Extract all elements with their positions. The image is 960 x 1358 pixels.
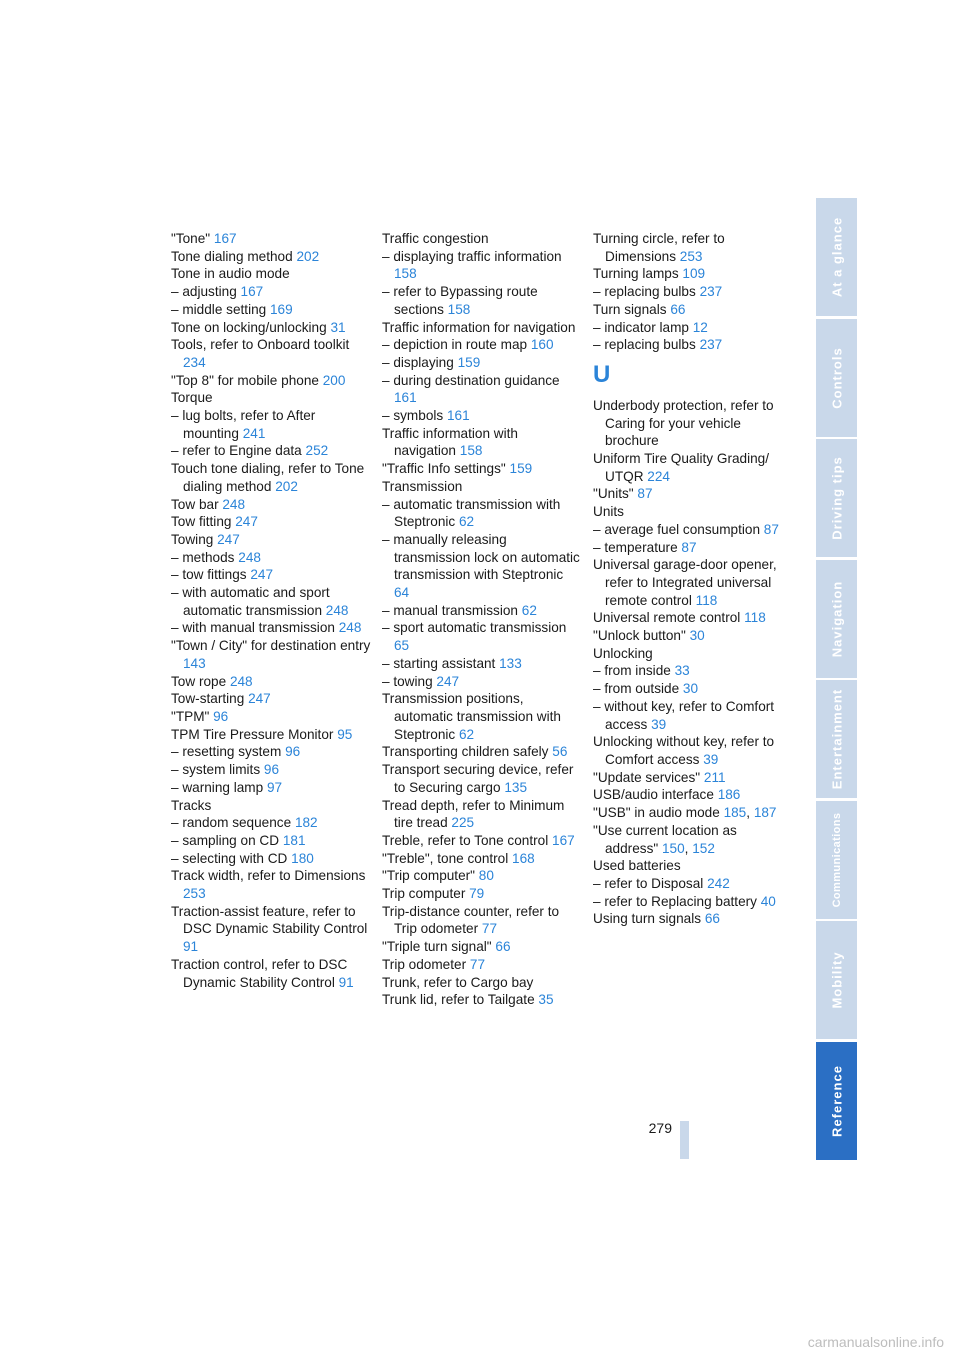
index-entry: [382, 531, 582, 602]
page-reference-link[interactable]: 135: [504, 779, 528, 795]
index-entry-text: Turning circle, refer to Dimensions: [593, 231, 725, 264]
index-entry: [171, 336, 371, 371]
index-entry-text: – refer to Bypassing route sections: [382, 284, 538, 317]
page-reference-link[interactable]: 39: [651, 716, 667, 732]
page-reference-link[interactable]: 77: [469, 956, 486, 972]
index-entry: [171, 248, 371, 266]
page-reference-link[interactable]: 169: [270, 301, 293, 317]
page-reference-link[interactable]: 248: [229, 673, 253, 689]
tab-label: Navigation: [829, 580, 844, 658]
page-reference-link[interactable]: 202: [275, 478, 298, 494]
page-reference-link[interactable]: 158: [394, 266, 417, 282]
index-entry: [171, 230, 371, 248]
index-entry: [382, 655, 582, 673]
index-entry: [171, 389, 371, 407]
index-entry: [593, 230, 793, 265]
tab-label: Communications: [830, 812, 843, 908]
index-entry: [382, 991, 582, 1009]
index-entry: [593, 804, 793, 822]
page-reference-link[interactable]: 247: [436, 673, 460, 689]
index-entry-text: – automatic transmission with Steptronic: [382, 496, 561, 530]
index-column-3: [593, 230, 793, 928]
index-entry-text: Torque: [171, 390, 213, 406]
page-reference-link[interactable]: 224: [647, 468, 670, 484]
index-entry-text: – lug bolts, refer to After mounting: [171, 408, 316, 441]
page-reference-link[interactable]: 77: [481, 921, 498, 937]
index-column-1: [171, 230, 371, 991]
page-reference-link[interactable]: 161: [394, 390, 417, 406]
section-tabs: [816, 198, 857, 1160]
page-reference-link[interactable]: 152: [692, 840, 715, 856]
index-entry-text: Towing: [171, 531, 218, 547]
index-entry: [593, 319, 793, 337]
page-reference-link[interactable]: 247: [235, 514, 258, 530]
page-reference-link[interactable]: 200: [322, 372, 346, 388]
index-entry: [593, 680, 793, 698]
index-entry-text: USB/audio interface: [593, 787, 718, 803]
index-entry: [171, 442, 371, 460]
index-entry: [382, 974, 582, 992]
page-reference-link[interactable]: 237: [699, 337, 723, 353]
page-reference-link[interactable]: 33: [674, 663, 690, 679]
index-entry: [593, 283, 793, 301]
index-entry-text: Transmission: [382, 478, 463, 494]
page-reference-link[interactable]: 118: [744, 610, 766, 626]
page-reference-link[interactable]: 167: [552, 832, 575, 848]
index-entry: [382, 248, 582, 283]
page-reference-link[interactable]: 248: [338, 620, 362, 636]
index-entry-text: Traction control, refer to DSC Dynamic Stability Control: [171, 956, 348, 990]
page-reference-link[interactable]: 253: [679, 248, 703, 264]
page-reference-link[interactable]: 56: [552, 744, 568, 760]
index-entry-text: "Triple turn signal": [382, 939, 496, 955]
index-entry-text: Used batteries: [593, 858, 681, 874]
index-entry: [382, 673, 582, 691]
index-entry: [171, 903, 371, 956]
index-entry-text: Tow rope: [171, 673, 230, 689]
index-entry-text: Traffic congestion: [382, 231, 489, 246]
index-entry-text: – selecting with CD: [171, 850, 292, 866]
index-entry: [382, 283, 582, 318]
index-entry: [593, 450, 793, 485]
page-reference-link[interactable]: 30: [682, 681, 699, 697]
index-entry: [171, 867, 371, 902]
tab-label: Entertainment: [829, 688, 844, 790]
page-reference-link[interactable]: 247: [250, 567, 274, 583]
index-entry-text: – from outside: [593, 681, 683, 697]
page-reference-link[interactable]: 66: [670, 301, 686, 317]
index-entry: [593, 539, 793, 557]
page-separator: ,: [684, 840, 693, 856]
index-entry-text: – temperature: [593, 539, 682, 555]
index-entry-text: – warning lamp: [171, 779, 267, 795]
index-entry: [382, 619, 582, 654]
index-entry: [171, 832, 371, 850]
tab-label: Reference: [829, 1065, 844, 1137]
index-entry-text: Units: [593, 504, 624, 520]
page-reference-link[interactable]: 96: [213, 708, 229, 724]
index-entry-text: Universal garage-door opener, refer to Integrated universal remote control: [593, 557, 777, 608]
tab-driving-tips[interactable]: [816, 439, 857, 557]
index-entry-text: Trunk lid, refer to Tailgate: [382, 992, 539, 1008]
page-reference-link[interactable]: 97: [266, 779, 283, 795]
index-entry-text: – displaying: [382, 354, 458, 370]
index-entry: [593, 910, 793, 928]
page-reference-link[interactable]: 66: [704, 911, 720, 927]
index-entry: [593, 857, 793, 875]
index-entry: [593, 733, 793, 768]
index-entry-text: "Tone": [171, 231, 214, 246]
page-reference-link[interactable]: 161: [446, 408, 470, 424]
index-entry-text: Tools, refer to Onboard toolkit: [171, 337, 350, 353]
page-reference-link[interactable]: 182: [294, 815, 318, 831]
page-reference-link[interactable]: 253: [183, 886, 206, 902]
index-entry-text: "Trip computer": [382, 868, 479, 884]
index-entry: [171, 956, 371, 991]
index-entry: [593, 336, 793, 354]
index-entry-text: Traffic information for navigation: [382, 319, 576, 335]
index-entry: [171, 319, 371, 337]
index-entry: [171, 761, 371, 779]
index-entry-text: Tow fitting: [171, 514, 236, 530]
tab-navigation[interactable]: [816, 560, 857, 678]
index-entry: [382, 832, 582, 850]
index-entry: [593, 397, 793, 450]
page-reference-link[interactable]: 91: [183, 939, 199, 955]
index-entry: [382, 372, 582, 407]
page-reference-link[interactable]: 96: [263, 762, 280, 778]
index-entry: [382, 903, 582, 938]
index-entry: [382, 938, 582, 956]
index-entry-text: "Traffic Info settings": [382, 461, 510, 477]
index-entry-text: Tow bar: [171, 496, 223, 512]
index-entry-text: – depiction in route map: [382, 337, 531, 353]
index-entry-text: – adjusting: [171, 284, 241, 300]
page-reference-link[interactable]: 237: [699, 284, 723, 300]
page-reference-link[interactable]: 109: [682, 266, 706, 282]
index-entry: [171, 460, 371, 495]
page-reference-link[interactable]: 62: [458, 514, 475, 530]
index-entry: [593, 822, 793, 857]
tab-label: At a glance: [829, 216, 844, 298]
index-entry-text: Underbody protection, refer to Caring for your vehicle brochure: [593, 397, 774, 449]
index-entry-text: Transporting children safely: [382, 744, 553, 760]
index-entry: [382, 867, 582, 885]
page-reference-link[interactable]: 62: [458, 726, 475, 742]
index-entry: [382, 743, 582, 761]
page-reference-link[interactable]: 80: [478, 868, 494, 884]
index-entry: [382, 797, 582, 832]
index-entry-text: – displaying traffic information: [382, 248, 562, 264]
index-entry-text: "Update services": [593, 769, 704, 785]
index-entry: [593, 609, 793, 627]
index-entry-text: "Units": [593, 486, 638, 502]
index-entry-text: Traffic information with navigation: [382, 425, 518, 459]
index-entry-text: Using turn signals: [593, 911, 705, 927]
page-reference-link[interactable]: 31: [330, 319, 346, 335]
page-reference-link[interactable]: 241: [242, 425, 266, 441]
index-entry: [382, 354, 582, 372]
page-reference-link[interactable]: 79: [469, 886, 485, 902]
index-entry: [593, 301, 793, 319]
index-entry: [171, 549, 371, 567]
page-reference-link[interactable]: 247: [248, 691, 271, 707]
index-entry: [382, 761, 582, 796]
page-reference-link[interactable]: 160: [530, 337, 554, 353]
page-reference-link[interactable]: 133: [499, 655, 522, 671]
page-reference-link[interactable]: 39: [703, 751, 719, 767]
index-entry: [171, 690, 371, 708]
index-entry-text: Touch tone dialing, refer to Tone dialing method: [171, 461, 365, 494]
index-entry-text: "Top 8" for mobile phone: [171, 372, 323, 388]
index-entry-text: – with manual transmission: [171, 620, 339, 636]
index-entry-text: – sport automatic transmission: [382, 620, 567, 636]
index-entry: [382, 230, 582, 248]
index-entry-text: Track width, refer to Dimensions: [171, 868, 366, 884]
page-reference-link[interactable]: 180: [291, 850, 314, 866]
index-entry-text: – average fuel consumption: [593, 521, 764, 537]
index-entry: [382, 425, 582, 460]
index-entry-text: Turn signals: [593, 301, 671, 317]
tab-label: Driving tips: [829, 456, 844, 540]
index-column-2: [382, 230, 582, 1009]
index-entry-text: – during destination guidance: [382, 372, 560, 388]
page-reference-link[interactable]: 95: [337, 726, 353, 742]
index-entry-text: Transmission positions, automatic transmission with Steptronic: [382, 691, 561, 742]
page-reference-link[interactable]: 143: [183, 655, 206, 671]
index-entry: [171, 407, 371, 442]
index-entry: [593, 627, 793, 645]
index-entry: [382, 460, 582, 478]
index-entry: [382, 407, 582, 425]
page-reference-link[interactable]: 118: [695, 592, 718, 608]
page-reference-link[interactable]: 248: [325, 602, 349, 618]
index-entry-text: Universal remote control: [593, 610, 745, 626]
index-entry: [593, 556, 793, 609]
index-entry-text: Traction-assist feature, refer to DSC Dynamic Stability Control: [171, 903, 368, 937]
page-reference-link[interactable]: 248: [238, 549, 261, 565]
index-entry-text: – resetting system: [171, 744, 286, 760]
tab-communications[interactable]: [816, 801, 857, 919]
page-reference-link[interactable]: 35: [538, 992, 554, 1008]
page-number: 279: [648, 1120, 672, 1136]
index-entry: [593, 893, 793, 911]
index-entry: [171, 566, 371, 584]
index-entry: [171, 850, 371, 868]
page-reference-link[interactable]: 91: [338, 974, 354, 990]
page-reference-link[interactable]: 159: [457, 354, 481, 370]
index-letter-heading: U: [593, 360, 611, 388]
page-reference-link[interactable]: 30: [689, 628, 705, 644]
index-entry-text: – towing: [382, 673, 437, 689]
tab-mobility[interactable]: [816, 921, 857, 1039]
index-entry-text: – middle setting: [171, 301, 270, 317]
page-reference-link[interactable]: 167: [240, 284, 264, 300]
index-entry: [171, 301, 371, 319]
index-entry-text: – system limits: [171, 762, 264, 778]
index-entry-text: "USB" in audio mode: [593, 805, 724, 821]
page-reference-link[interactable]: 159: [509, 461, 533, 477]
page-reference-link[interactable]: 186: [717, 787, 741, 803]
watermark: carmanualsonline.info: [807, 1334, 944, 1350]
index-entry-text: Trip-distance counter, refer to Trip odometer: [382, 903, 560, 937]
page-reference-link[interactable]: 158: [459, 443, 483, 459]
page-reference-link[interactable]: 234: [183, 354, 206, 370]
index-entry-text: Tone in audio mode: [171, 266, 290, 282]
page-reference-link[interactable]: 187: [753, 805, 777, 821]
index-entry: [171, 637, 371, 672]
index-entry-text: – indicator lamp: [593, 319, 693, 335]
index-entry: [171, 372, 371, 390]
index-entry-text: Tone on locking/unlocking: [171, 319, 331, 335]
index-entry-text: Trip odometer: [382, 956, 470, 972]
index-entry-text: – tow fittings: [171, 567, 251, 583]
tab-controls[interactable]: [816, 319, 857, 437]
index-entry: [593, 662, 793, 680]
index-entry-text: – replacing bulbs: [593, 284, 700, 300]
index-entry-text: – with automatic and sport automatic transmission: [171, 585, 330, 618]
page-reference-link[interactable]: 12: [692, 319, 708, 335]
page-reference-link[interactable]: 242: [707, 875, 730, 891]
tab-label: Mobility: [829, 951, 844, 1009]
index-entry: [171, 513, 371, 531]
index-entry: [593, 875, 793, 893]
index-entry: [593, 503, 793, 521]
index-entry: [171, 531, 371, 549]
index-entry-text: Tone dialing method: [171, 248, 297, 264]
index-entry: [382, 956, 582, 974]
page-reference-link[interactable]: 202: [296, 248, 320, 264]
tab-label: Controls: [829, 347, 844, 409]
index-entry: [382, 496, 582, 531]
page-reference-link[interactable]: 62: [521, 602, 537, 618]
index-entry-text: – refer to Replacing battery: [593, 893, 761, 909]
page-reference-link[interactable]: 248: [222, 496, 246, 512]
page-reference-link[interactable]: 65: [394, 638, 410, 654]
page-reference-link[interactable]: 40: [760, 893, 776, 909]
index-entry: [593, 645, 793, 663]
page-reference-link[interactable]: 96: [285, 744, 301, 760]
index-entry: [593, 265, 793, 283]
index-entry-text: – without key, refer to Comfort access: [593, 698, 775, 732]
page-reference-link[interactable]: 167: [213, 231, 237, 246]
index-entry: [171, 708, 371, 726]
tab-at-a-glance[interactable]: [816, 198, 857, 316]
index-entry-text: Unlocking without key, refer to Comfort access: [593, 734, 775, 767]
index-entry-text: Turning lamps: [593, 266, 683, 282]
page-reference-link[interactable]: 87: [763, 521, 779, 537]
index-entry-text: – refer to Engine data: [171, 443, 306, 459]
index-entry-text: – sampling on CD: [171, 832, 283, 848]
index-entry: [171, 814, 371, 832]
tab-entertainment[interactable]: [816, 680, 857, 798]
index-entry: [382, 319, 582, 337]
page-reference-link[interactable]: 168: [512, 850, 535, 866]
page-reference-link[interactable]: 247: [217, 531, 240, 547]
index-entry-text: "Town / City" for destination entry: [171, 638, 371, 654]
index-entry: [382, 850, 582, 868]
index-entry: [171, 673, 371, 691]
page-reference-link[interactable]: 158: [447, 301, 471, 317]
page-number-bar: [680, 1121, 689, 1159]
index-entry: [382, 602, 582, 620]
index-entry-text: "Use current location as address": [593, 822, 737, 856]
index-entry: [171, 496, 371, 514]
page-reference-link[interactable]: 225: [451, 815, 475, 831]
index-entry: [171, 265, 371, 283]
index-entry-text: – random sequence: [171, 815, 295, 831]
page-reference-link[interactable]: 87: [681, 539, 697, 555]
index-entry-text: – manual transmission: [382, 602, 522, 618]
index-entry-text: – manually releasing transmission lock on automatic transmission with Steptronic: [382, 531, 580, 583]
index-entry: [171, 619, 371, 637]
index-entry: [593, 485, 793, 503]
index-entry-text: Uniform Tire Quality Grading/ UTQR: [593, 451, 770, 484]
page-reference-link[interactable]: 64: [394, 585, 410, 601]
index-entry: [593, 786, 793, 804]
index-entry-text: – replacing bulbs: [593, 337, 700, 353]
index-entry-text: "Unlock button": [593, 628, 690, 644]
index-entry-text: – starting assistant: [382, 655, 500, 671]
index-entry-text: Tow-starting: [171, 691, 249, 707]
index-entry: [382, 690, 582, 743]
index-entry-text: Trip computer: [382, 886, 470, 902]
tab-reference[interactable]: [816, 1042, 857, 1160]
index-entry-text: TPM Tire Pressure Monitor: [171, 726, 338, 742]
index-entry-text: – refer to Disposal: [593, 875, 708, 891]
index-entry-text: Transport securing device, refer to Securing cargo: [382, 762, 574, 795]
index-entry: [171, 283, 371, 301]
page-reference-link[interactable]: 185: [723, 805, 747, 821]
index-entry: [593, 521, 793, 539]
index-entry-text: Trunk, refer to Cargo bay: [382, 974, 534, 990]
page-reference-link[interactable]: 211: [703, 769, 726, 785]
index-entry-text: Treble, refer to Tone control: [382, 832, 553, 848]
page-reference-link[interactable]: 252: [305, 443, 329, 459]
page-reference-link[interactable]: 66: [495, 939, 511, 955]
index-entry-text: – from inside: [593, 663, 675, 679]
page-separator: ,: [746, 805, 754, 821]
index-entry: [171, 584, 371, 619]
index-entry-text: Tracks: [171, 797, 212, 813]
page-reference-link[interactable]: 87: [637, 486, 653, 502]
index-entry-text: "TPM": [171, 708, 214, 724]
index-entry: [171, 726, 371, 744]
index-entry: [593, 698, 793, 733]
index-entry: [593, 769, 793, 787]
index-entry-text: – methods: [171, 549, 239, 565]
index-entry-text: – symbols: [382, 408, 447, 424]
page-reference-link[interactable]: 181: [282, 832, 306, 848]
index-entry: [171, 743, 371, 761]
index-entry: [382, 885, 582, 903]
page-reference-link[interactable]: 150: [661, 840, 685, 856]
index-entry-text: Unlocking: [593, 645, 653, 661]
index-entry-text: "Treble", tone control: [382, 850, 513, 866]
index-entry: [171, 779, 371, 797]
index-entry: [171, 797, 371, 815]
index-entry: [382, 478, 582, 496]
index-entry: [382, 336, 582, 354]
index-entry-text: Tread depth, refer to Minimum tire tread: [382, 797, 565, 831]
